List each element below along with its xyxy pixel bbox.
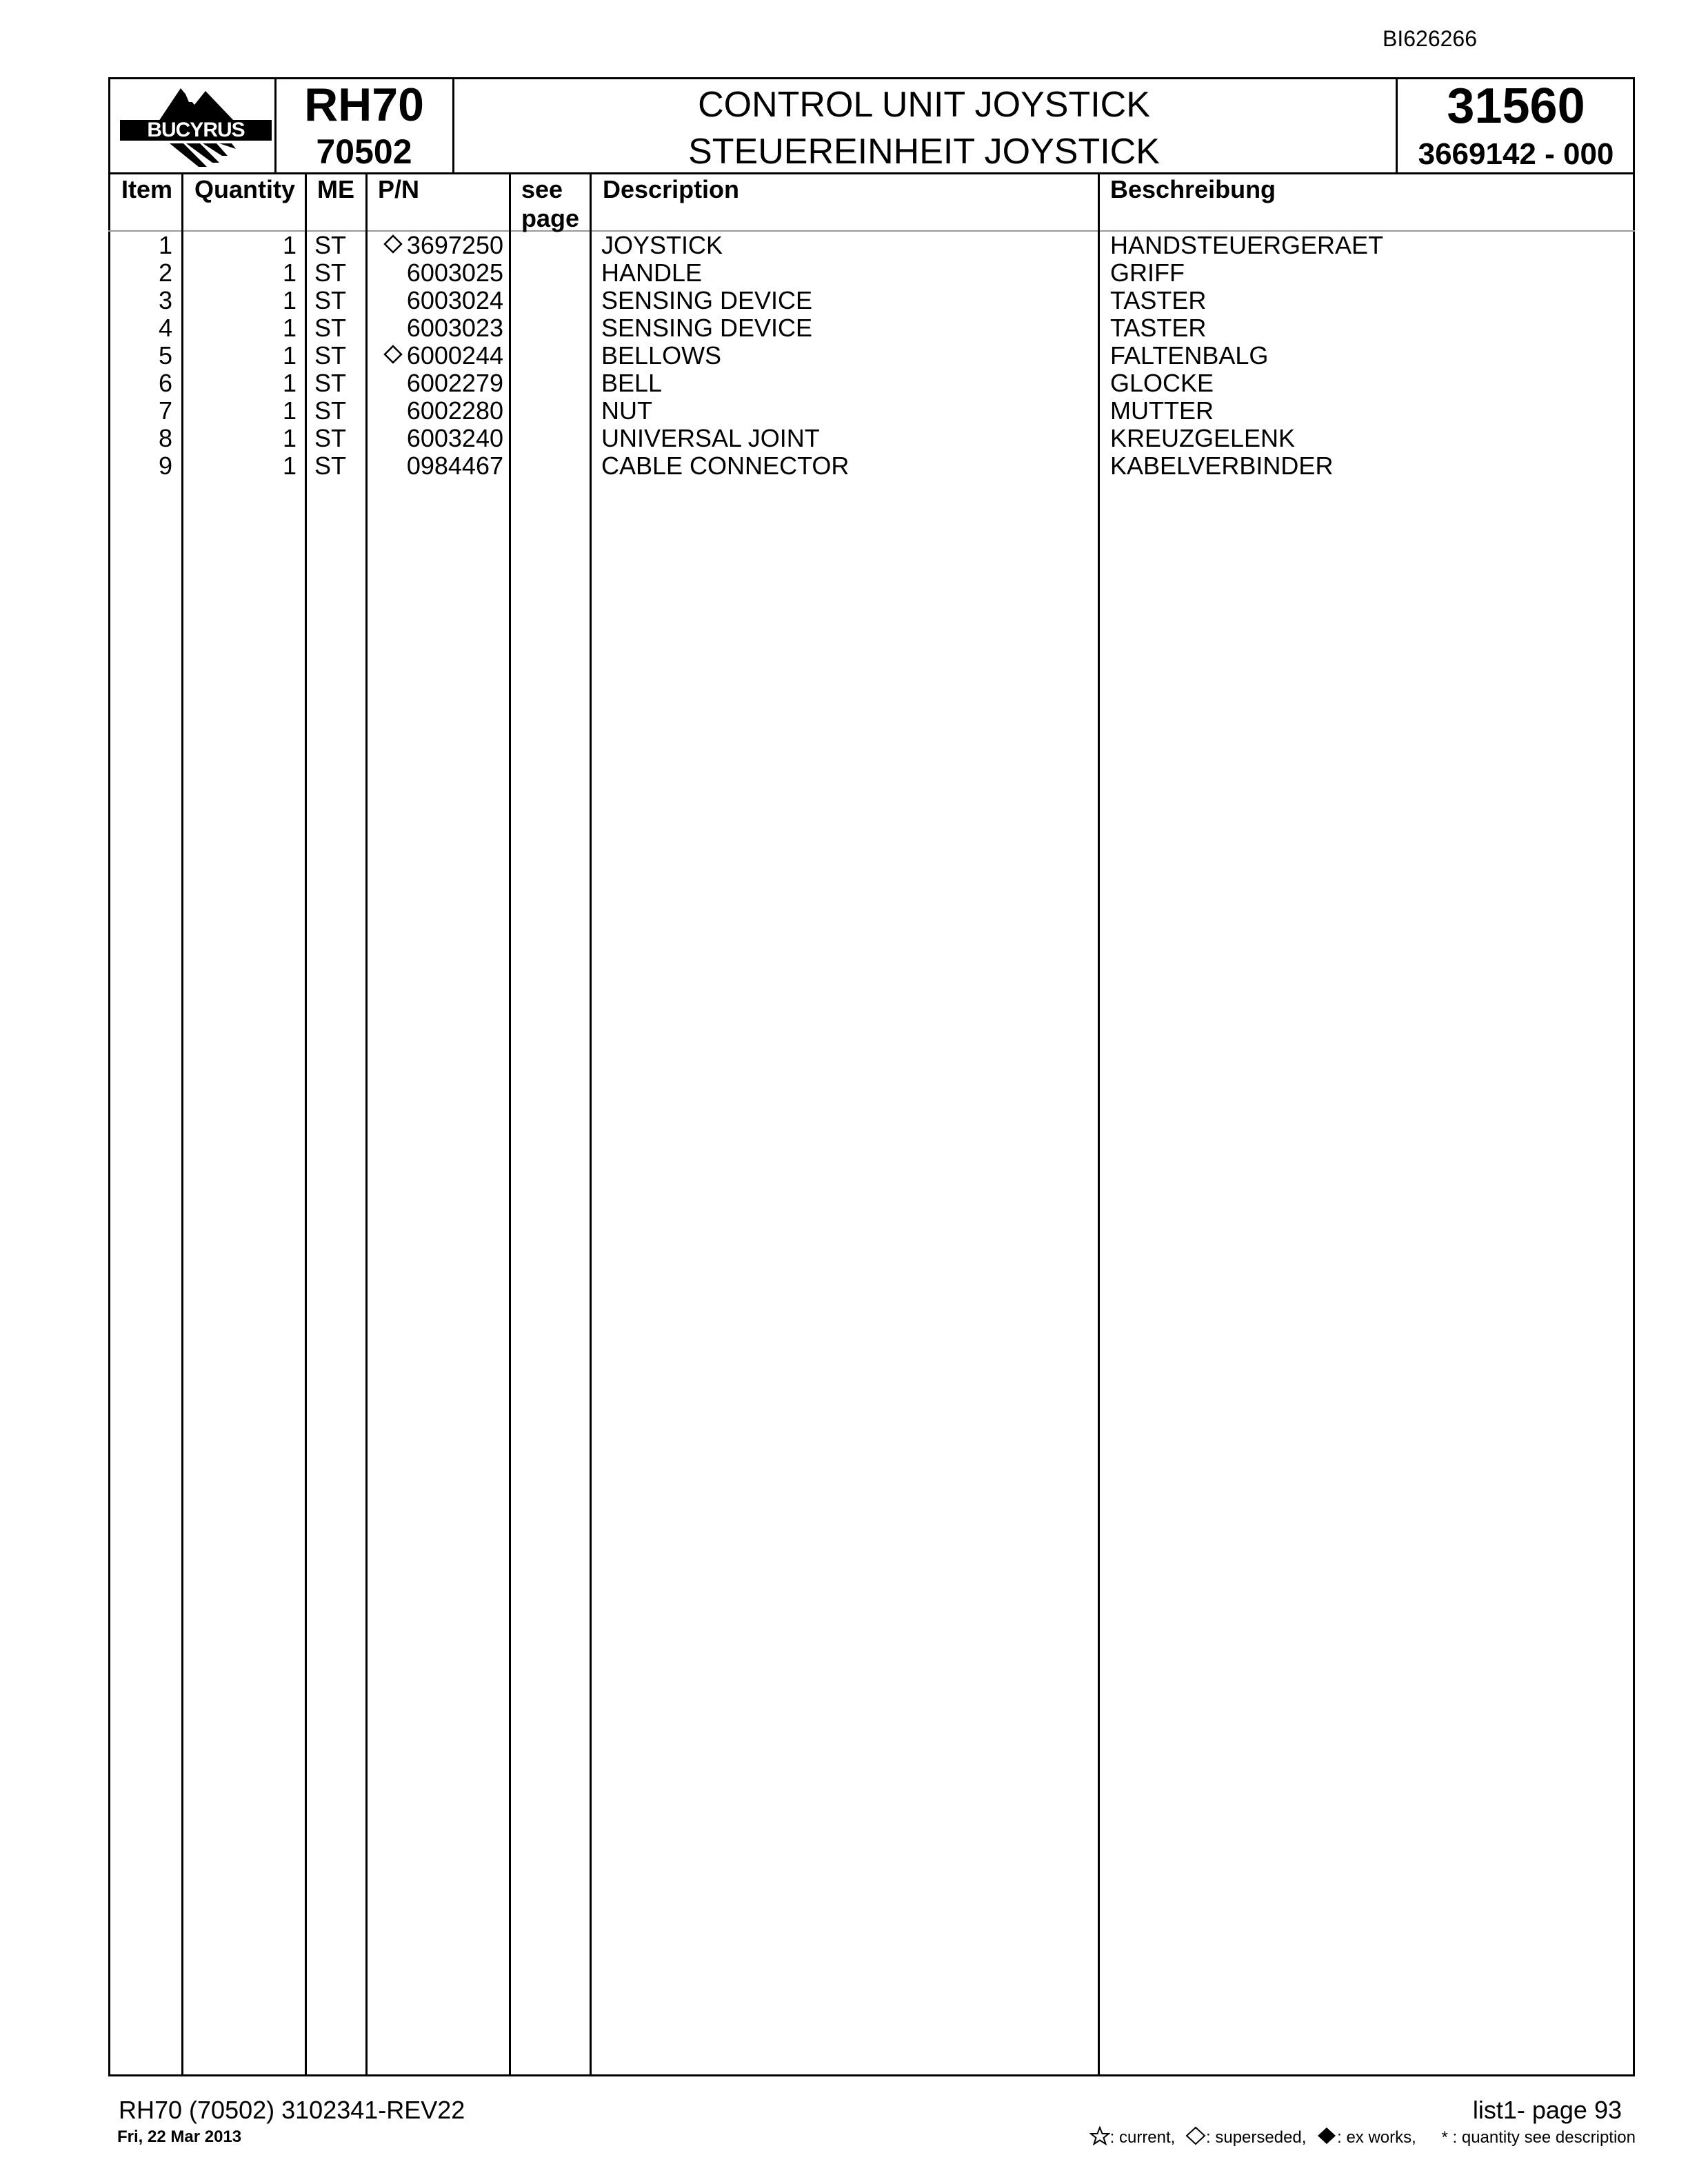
part-number-cell	[370, 259, 503, 287]
symbol-legend	[1062, 2126, 1636, 2147]
part-number-cell	[370, 397, 503, 425]
table-row	[0, 287, 1688, 314]
part-number: 6003025	[406, 259, 503, 287]
part-number: 6003240	[406, 424, 503, 452]
bucyrus-logo	[117, 81, 274, 170]
item-number: 2	[158, 259, 172, 287]
table-row	[0, 370, 1688, 397]
beschreibung: MUTTER	[1110, 396, 1214, 425]
part-number-cell	[370, 342, 503, 370]
table-row	[0, 397, 1688, 425]
description: BELL	[601, 369, 663, 397]
footer-page-number: list1- page 93	[1472, 2096, 1622, 2124]
description: HANDLE	[601, 259, 703, 287]
superseded-diamond-icon	[381, 342, 405, 367]
part-number-cell	[370, 232, 503, 259]
part-number: 6003024	[406, 286, 503, 314]
column-header-quantity: Quantity	[194, 175, 296, 203]
description: CABLE CONNECTOR	[601, 452, 850, 480]
item-number: 9	[158, 452, 172, 480]
unit-of-measure: ST	[314, 424, 347, 452]
table-row	[0, 314, 1688, 342]
item-number: 6	[158, 369, 172, 397]
unit-of-measure: ST	[314, 231, 347, 259]
unit-of-measure: ST	[314, 369, 347, 397]
legend-quantity-note: * : quantity see description	[1441, 2128, 1636, 2147]
part-number: 6000244	[406, 341, 503, 370]
quantity: 1	[282, 259, 297, 287]
ex-works-diamond-icon	[1316, 2126, 1337, 2145]
part-number: 6002280	[406, 396, 503, 425]
unit-of-measure: ST	[314, 259, 347, 287]
part-number: 0984467	[406, 452, 503, 480]
beschreibung: KABELVERBINDER	[1110, 452, 1334, 480]
beschreibung: TASTER	[1110, 314, 1207, 342]
quantity: 1	[282, 286, 297, 314]
page-title-english: CONTROL UNIT JOYSTICK	[698, 85, 1150, 125]
table-row	[0, 342, 1688, 370]
table-row	[0, 259, 1688, 287]
column-header-item: Item	[121, 175, 173, 203]
column-header-me: ME	[317, 175, 354, 203]
quantity: 1	[282, 314, 297, 342]
item-number: 5	[158, 341, 172, 370]
quantity: 1	[282, 341, 297, 370]
beschreibung: KREUZGELENK	[1110, 424, 1296, 452]
part-number: 6003023	[406, 314, 503, 342]
logo-wordmark: BUCYRUS	[147, 119, 245, 141]
model-code: 70502	[316, 132, 412, 171]
beschreibung: HANDSTEUERGERAET	[1110, 231, 1384, 259]
footer-date: Fri, 22 Mar 2013	[117, 2127, 242, 2146]
item-number: 7	[158, 396, 172, 425]
legend-current: : current,	[1109, 2128, 1176, 2147]
unit-of-measure: ST	[314, 286, 347, 314]
group-number: 31560	[1447, 79, 1585, 134]
legend-ex-works: : ex works,	[1337, 2128, 1416, 2147]
page-title-german: STEUEREINHEIT JOYSTICK	[688, 132, 1160, 172]
part-number-cell	[370, 287, 503, 314]
description: JOYSTICK	[601, 231, 723, 259]
column-header-see-page: see page	[521, 175, 580, 232]
quantity: 1	[282, 231, 297, 259]
column-header-description: Description	[603, 175, 740, 203]
table-row	[0, 232, 1688, 259]
quantity: 1	[282, 452, 297, 480]
beschreibung: GRIFF	[1110, 259, 1185, 287]
item-number: 8	[158, 424, 172, 452]
group-reference: 3669142 - 000	[1418, 137, 1614, 171]
model-name: RH70	[304, 79, 424, 131]
part-number: 6002279	[406, 369, 503, 397]
current-star-icon	[1089, 2126, 1110, 2145]
beschreibung: FALTENBALG	[1110, 341, 1269, 370]
description: SENSING DEVICE	[601, 314, 813, 342]
description: SENSING DEVICE	[601, 286, 813, 314]
part-number: 3697250	[406, 231, 503, 259]
quantity: 1	[282, 396, 297, 425]
legend-superseded: : superseded,	[1206, 2128, 1307, 2147]
part-number-cell	[370, 314, 503, 342]
unit-of-measure: ST	[314, 396, 347, 425]
column-header-beschreibung: Beschreibung	[1110, 175, 1276, 203]
item-number: 1	[158, 231, 172, 259]
column-header-pn: P/N	[378, 175, 420, 203]
item-number: 3	[158, 286, 172, 314]
unit-of-measure: ST	[314, 341, 347, 370]
part-number-cell	[370, 370, 503, 397]
table-row	[0, 425, 1688, 452]
table-row	[0, 452, 1688, 480]
part-number-cell	[370, 425, 503, 452]
quantity: 1	[282, 424, 297, 452]
description: BELLOWS	[601, 341, 722, 370]
superseded-diamond-icon	[1185, 2126, 1206, 2145]
unit-of-measure: ST	[314, 452, 347, 480]
part-number-cell	[370, 452, 503, 480]
document-id: BI626266	[1383, 26, 1478, 51]
superseded-diamond-icon	[381, 232, 405, 256]
quantity: 1	[282, 369, 297, 397]
unit-of-measure: ST	[314, 314, 347, 342]
beschreibung: TASTER	[1110, 286, 1207, 314]
beschreibung: GLOCKE	[1110, 369, 1214, 397]
description: UNIVERSAL JOINT	[601, 424, 820, 452]
footer-reference: RH70 (70502) 3102341-REV22	[119, 2096, 465, 2124]
description: NUT	[601, 396, 652, 425]
item-number: 4	[158, 314, 172, 342]
